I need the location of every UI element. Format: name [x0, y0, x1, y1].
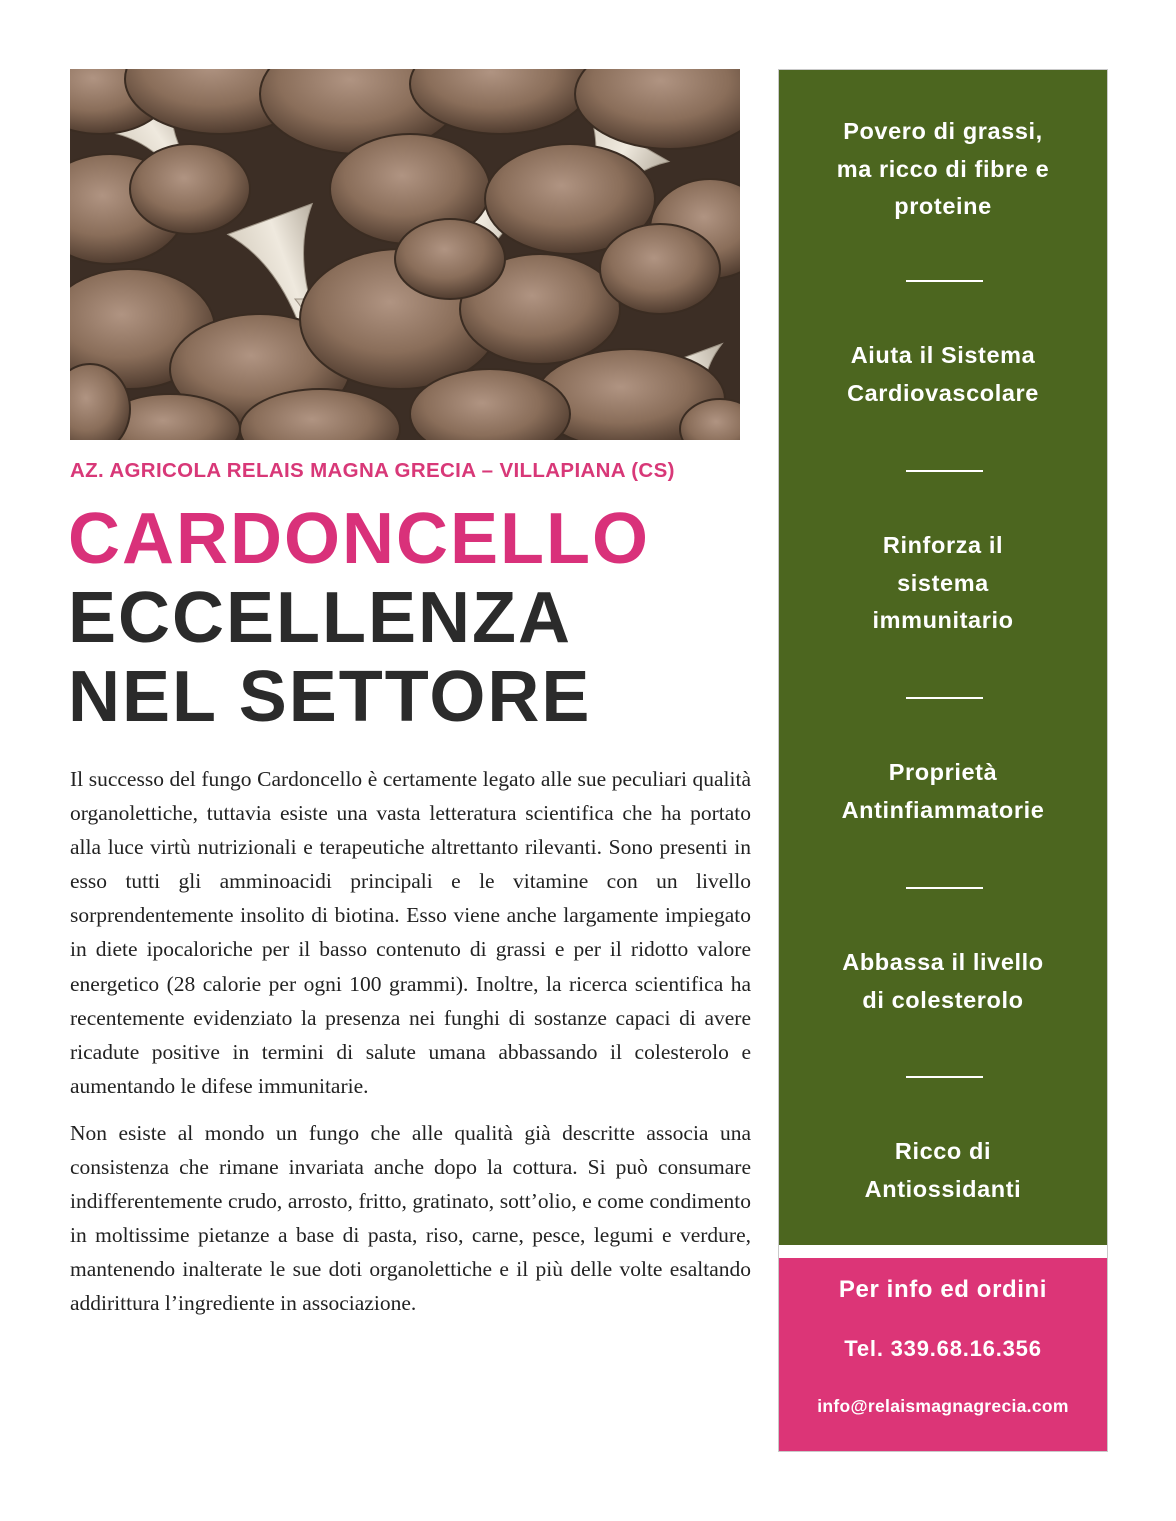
benefit-2-line-1: Aiuta il Sistema — [850, 342, 1036, 368]
article-body — [70, 762, 751, 1334]
title-line-3: NEL SETTORE — [68, 657, 592, 737]
mushroom-photo — [70, 69, 740, 440]
benefit-2 — [779, 337, 1107, 412]
benefit-6-line-1: Ricco di — [894, 1138, 992, 1164]
benefit-4 — [779, 754, 1107, 829]
benefit-4-line-2: Antinfiammatorie — [841, 796, 1045, 823]
benefit-6-line-2: Antiossidanti — [864, 1175, 1022, 1202]
divider-3 — [906, 697, 983, 699]
mushroom-cap — [395, 219, 505, 299]
contact-box — [778, 1258, 1108, 1452]
divider-2 — [906, 470, 983, 472]
mushroom-cap — [130, 144, 250, 234]
contact-phone[interactable]: Tel. 339.68.16.356 — [844, 1336, 1042, 1361]
divider-4 — [906, 887, 983, 889]
page-title — [68, 500, 758, 737]
divider-5 — [906, 1076, 983, 1078]
benefit-3-line-3: immunitario — [872, 607, 1014, 633]
contact-email[interactable]: info@relaismagnagrecia.com — [817, 1396, 1069, 1416]
sidebar-separator — [778, 1245, 1108, 1258]
benefit-5 — [779, 944, 1107, 1019]
title-line-2: ECCELLENZA — [68, 578, 572, 658]
benefits-sidebar — [778, 69, 1108, 1252]
benefit-1-line-2: ma ricco di fibre e — [836, 155, 1050, 182]
mushroom-cap — [600, 224, 720, 314]
benefit-3-line-1: Rinforza il — [882, 532, 1004, 558]
benefit-5-line-1: Abbassa il livello — [842, 949, 1044, 975]
benefit-5-line-2: di colesterolo — [862, 986, 1024, 1013]
benefit-1 — [779, 113, 1107, 226]
benefit-6 — [779, 1133, 1107, 1208]
company-name: AZ. AGRICOLA RELAIS MAGNA GRECIA – VILLAPIANA (CS) — [70, 459, 675, 482]
title-line-1: CARDONCELLO — [68, 499, 650, 579]
mushroom-photo-illustration — [70, 69, 740, 440]
benefit-3 — [779, 527, 1107, 640]
benefit-1-line-1: Povero di grassi, — [843, 118, 1043, 144]
benefit-3-line-2: sistema — [897, 569, 989, 596]
benefit-4-line-1: Proprietà — [888, 759, 998, 785]
paragraph-2: Non esiste al mondo un fungo che alle qualità già descritte associa una consistenza che rimane invariata anche dopo la cottura. Si può consumare indifferentemente crudo, arrosto, fritto, gratinato, sott’olio, e come condimento in moltissime pietanze a base di pasta, riso, carne, pesce, legumi e verdure, mantenendo inalterate le sue doti organolettiche e il più delle volte esaltando addirittura l’ingrediente in associazione. — [70, 1120, 751, 1316]
divider-1 — [906, 280, 983, 282]
benefit-1-line-3: proteine — [894, 193, 992, 219]
benefit-2-line-2: Cardiovascolare — [847, 379, 1039, 406]
paragraph-1: Il successo del fungo Cardoncello è certamente legato alle sue peculiari qualità organolettiche, tuttavia esiste una vasta letteratura scientifica che ha portato alla luce virtù nutrizionali e terapeutiche altrettanto rilevanti. Sono presenti in esso tutti gli amminoacidi principali e le vitamine con un livello sorprendentemente insolito di biotina. Esso viene anche largamente impiegato in diete ipocaloriche per il basso contenuto di grassi e per il ridotto valore energetico (28 calorie per ogni 100 grammi). Inoltre, la ricerca scientifica ha recentemente evidenziato la presenza nei funghi di sostanze capaci di avere ricadute positive in termini di salute umana abbassando il colesterolo e aumentando le difese immunitarie. — [70, 767, 751, 1098]
contact-heading: Per info ed ordini — [838, 1276, 1048, 1303]
